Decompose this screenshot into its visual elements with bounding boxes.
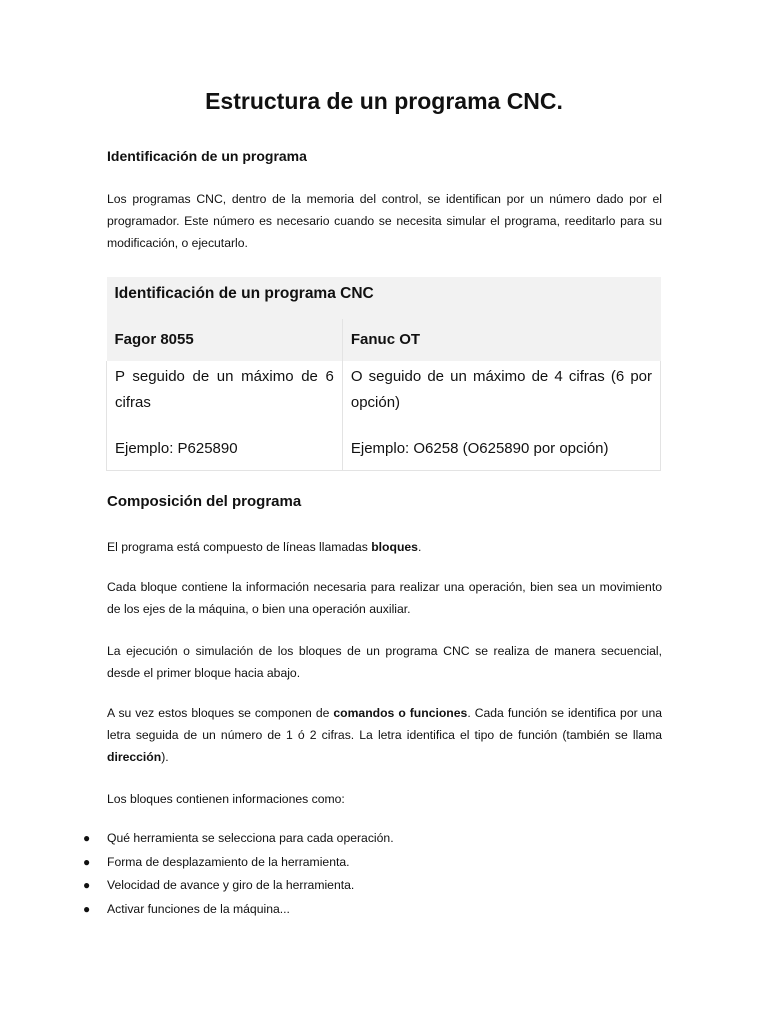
paragraph-identification: Los programas CNC, dentro de la memoria del control, se identifican por un número dado por el programador. Este número es necesario cuando se necesita simular el programa, reeditarlo para su modificación, o ejecutarlo. (107, 192, 662, 250)
paragraph-execution: La ejecución o simulación de los bloques de un programa CNC se realiza de manera secuencial, desde el primer bloque hacia abajo. (107, 644, 662, 680)
bullet-dot-icon: ● (83, 854, 91, 869)
paragraph-blocks (107, 536, 662, 558)
bullet-dot-icon: ● (83, 901, 91, 916)
bullet-dot-icon: ● (83, 878, 91, 892)
paragraph-functions-text-3: ). (161, 750, 169, 764)
section-heading-composition: Composición del programa (107, 493, 302, 510)
paragraph-functions-text-2: . Cada función se identifica por una letra seguida de un número de 1 ó 2 cifras. La letra identifica el tipo de función (también se llama (107, 706, 662, 742)
table-header-fagor: Fagor 8055 (107, 319, 343, 361)
list-item-text: Qué herramienta se selecciona para cada operación. (107, 831, 394, 845)
list-item-text: Velocidad de avance y giro de la herramienta. (107, 878, 355, 892)
page-title: Estructura de un programa CNC. (205, 88, 563, 114)
cnc-identification-table (106, 277, 661, 471)
table-caption: Identificación de un programa CNC (107, 277, 661, 319)
paragraph-block-info: Los bloques contienen informaciones como: (107, 792, 345, 806)
table-header-fanuc: Fanuc OT (342, 319, 660, 361)
table-cell-fagor (107, 361, 343, 471)
paragraph-block-content: Cada bloque contiene la información necesaria para realizar una operación, bien sea un movimiento de los ejes de la máquina, o bien una operación auxiliar. (107, 580, 662, 616)
bold-bloques: bloques (371, 540, 418, 554)
list-item (0, 850, 394, 874)
table-cell-fanuc (342, 361, 660, 471)
bold-comandos-funciones: comandos o funciones (333, 706, 468, 720)
paragraph-blocks-end: . (417, 540, 422, 554)
list-item-text: Forma de desplazamiento de la herramienta. (107, 854, 350, 869)
bold-direccion: dirección (107, 750, 162, 764)
list-item (0, 873, 394, 897)
table-cell-fagor-description: P seguido de un máximo de 6 cifras (115, 368, 334, 411)
paragraph-functions (107, 702, 662, 768)
paragraph-blocks-text: El programa está compuesto de líneas llamadas (107, 540, 372, 554)
table-cell-fanuc-description: O seguido de un máximo de 4 cifras (6 por opción) (350, 368, 652, 411)
list-item-text: Activar funciones de la máquina... (107, 901, 290, 916)
info-bullet-list (0, 826, 394, 920)
bullet-dot-icon: ● (83, 831, 91, 845)
section-heading-identification: Identificación de un programa (107, 148, 307, 164)
list-item (0, 826, 394, 850)
table-cell-fagor-example: Ejemplo: P625890 (115, 440, 238, 457)
paragraph-functions-text-1: A su vez estos bloques se componen de (107, 706, 334, 720)
list-item (0, 897, 394, 921)
table-cell-fanuc-example: Ejemplo: O6258 (O625890 por opción) (350, 440, 609, 457)
